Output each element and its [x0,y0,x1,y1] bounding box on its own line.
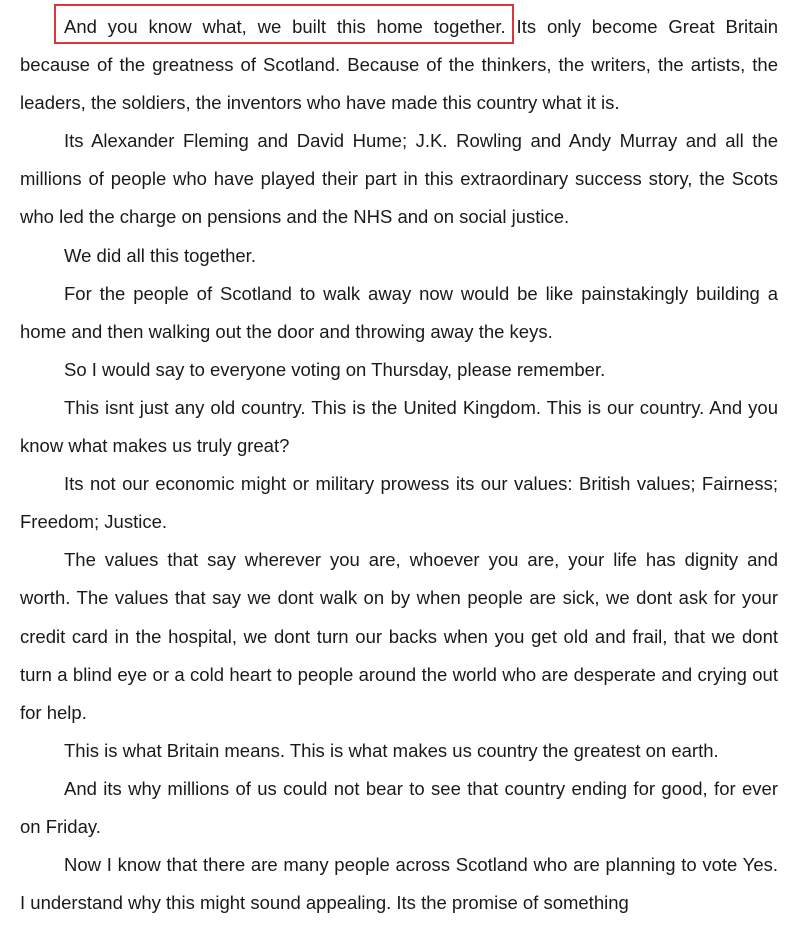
paragraph: For the people of Scotland to walk away now would be like painstakingly building a home and then walking out the door and throwing away the keys. [20,282,778,342]
paragraph: This isnt just any old country. This is the United Kingdom. This is our country. And you know what makes us truly great? [20,396,778,457]
document-body [20,8,778,922]
paragraph: This is what Britain means. This is what makes us country the greatest on earth. [64,739,719,761]
paragraph: The values that say wherever you are, whoever you are, your life has dignity and worth. The values that say we dont walk on by when people are sick, we dont ask for your credit card in the hospital, we dont turn our backs when you get old and frail, that we dont turn a blind eye or a cold heart to people around the world who are desperate and crying out for help. [20,549,778,723]
paragraph: Its not our economic might or military prowess its our values: British values; Fairness; Freedom; Justice. [20,473,778,533]
paragraph: Now I know that there are many people across Scotland who are planning to vote Yes. I understand why this might sound appealing. Its the promise of something [20,854,778,914]
paragraph: We did all this together. [64,244,256,266]
paragraph: And you know what, we built this home together. Its only become Great Britain because of the greatness of Scotland. Because of the thinkers, the writers, the artists, the leaders, the soldiers, the inventors who have made this country what it is. [20,16,778,114]
paragraph: So I would say to everyone voting on Thursday, please remember. [64,358,606,380]
paragraph: Its Alexander Fleming and David Hume; J.K. Rowling and Andy Murray and all the millions of people who have played their part in this extraordinary success story, the Scots who led the charge on pensions and the NHS and on social justice. [20,130,778,228]
paragraph: And its why millions of us could not bear to see that country ending for good, for ever on Friday. [20,777,778,837]
